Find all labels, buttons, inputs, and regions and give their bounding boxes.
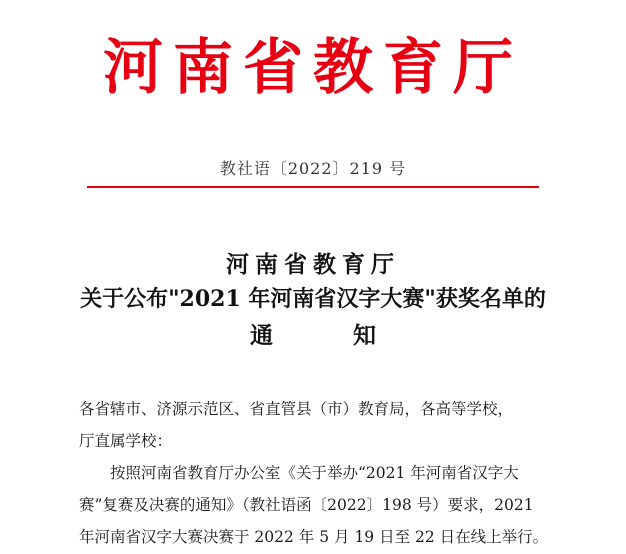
title-doc-type-right: 知: [353, 322, 376, 349]
paragraph-1-line-3: 年河南省汉字大赛决赛于 2022 年 5 月 19 日至 22 日在线上举行。: [79, 528, 549, 546]
title-issuer: 河南省教育厅: [226, 251, 400, 278]
title-doc-type-left: 通: [250, 322, 273, 349]
salutation-line-1: 各省辖市、济源示范区、省直管县（市）教育局，各高等学校，: [79, 400, 514, 418]
title-doc-type: [0, 316, 626, 356]
paragraph-1-line-2: 赛”复赛及决赛的通知》（教社语函〔2022〕198 号）要求，2021: [79, 496, 534, 514]
red-header-org-name: 河南省教育厅: [103, 33, 523, 103]
paragraph-1-line-1: 按照河南省教育厅办公室《关于举办“2021 年河南省汉字大: [110, 464, 519, 482]
title-subject: 关于公布"2021 年河南省汉字大赛"获奖名单的: [80, 286, 546, 312]
notice-title: [0, 248, 626, 356]
document-number: 教社语〔2022〕219 号: [219, 159, 407, 178]
notice-body: [79, 393, 549, 553]
salutation-line-2: 厅直属学校：: [79, 432, 173, 450]
red-divider-line: [87, 186, 539, 188]
